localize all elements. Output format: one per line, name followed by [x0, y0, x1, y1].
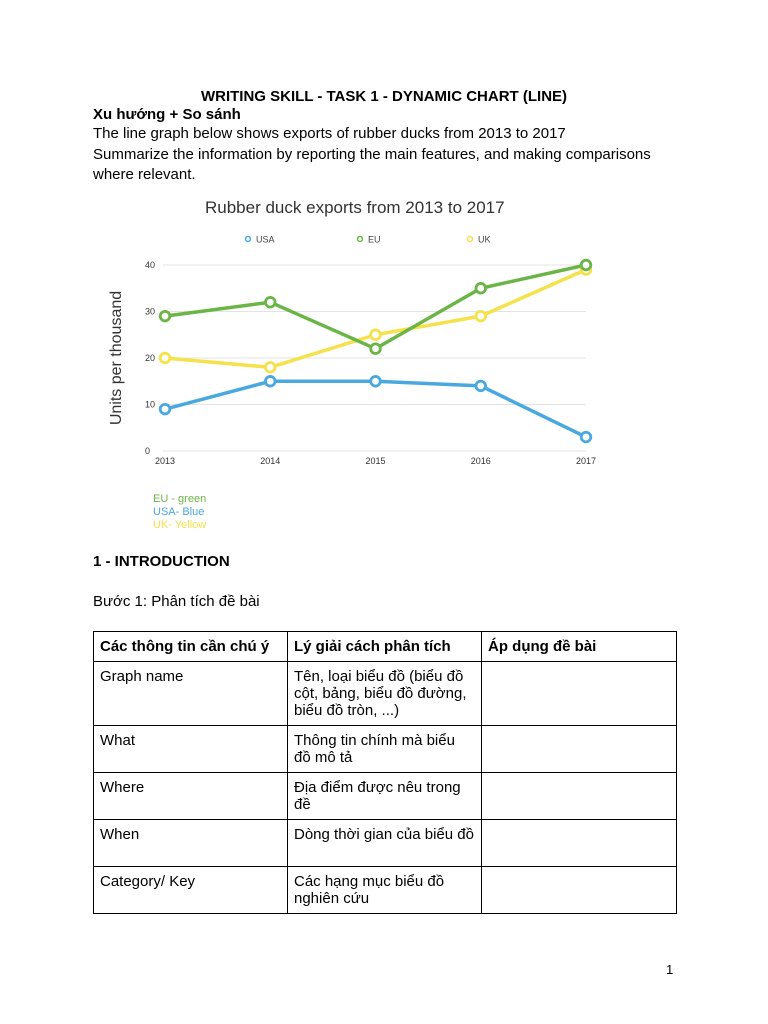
data-point-uk	[476, 311, 486, 321]
section-heading: 1 - INTRODUCTION	[93, 553, 230, 570]
series-line-usa	[165, 381, 586, 437]
data-point-usa	[265, 376, 275, 386]
y-tick-label: 20	[145, 353, 156, 363]
data-point-usa	[581, 432, 591, 442]
legend-label: UK	[478, 234, 491, 245]
table-cell: Các hạng mục biểu đồ nghiên cứu	[288, 867, 482, 914]
y-tick-label: 40	[145, 260, 156, 270]
table-cell	[482, 867, 677, 914]
data-point-eu	[581, 260, 591, 270]
color-note-uk: UK- Yellow	[153, 519, 207, 531]
table-cell	[482, 773, 677, 820]
table-row	[94, 820, 677, 867]
legend-label: EU	[368, 234, 381, 245]
legend-marker	[246, 237, 251, 242]
table-cell: Dòng thời gian của biểu đồ	[288, 820, 482, 867]
table-cell: Địa điểm được nêu trong đề	[288, 773, 482, 820]
table-cell: Tên, loại biểu đồ (biểu đồ cột, bảng, biểu đồ đường, biểu đồ tròn, ...)	[288, 662, 482, 726]
x-tick-label: 2013	[154, 456, 176, 466]
x-tick-label: 2014	[260, 456, 281, 466]
x-tick-label: 2015	[365, 456, 386, 466]
data-point-eu	[160, 311, 170, 321]
table-header-row	[94, 632, 677, 662]
table-cell: Graph name	[94, 662, 288, 726]
legend-marker	[358, 237, 363, 242]
table-row	[94, 773, 677, 820]
y-tick-label: 10	[145, 399, 156, 410]
y-tick-label: 0	[145, 446, 151, 456]
analysis-table	[93, 631, 677, 914]
data-point-uk	[160, 353, 170, 363]
data-point-uk	[371, 330, 381, 340]
table-row	[94, 662, 677, 726]
table-cell: What	[94, 726, 288, 773]
legend-marker	[468, 237, 473, 242]
table-header-cell: Lý giải cách phân tích	[288, 632, 482, 662]
data-point-usa	[160, 404, 170, 414]
data-point-eu	[265, 297, 275, 307]
table-cell	[482, 726, 677, 773]
x-tick-label: 2017	[575, 456, 597, 466]
table-cell: Category/ Key	[94, 867, 288, 914]
chart-title: Rubber duck exports from 2013 to 2017	[205, 198, 505, 217]
data-point-eu	[371, 344, 381, 354]
table-cell	[482, 662, 677, 726]
table-cell	[482, 820, 677, 867]
subtitle: Xu hướng + So sánh	[93, 106, 241, 123]
table-header-cell: Các thông tin cần chú ý	[94, 632, 288, 662]
y-tick-label: 30	[145, 306, 156, 317]
line-chart	[100, 188, 610, 488]
x-tick-label: 2016	[470, 456, 491, 466]
table-header-cell: Áp dụng đề bài	[482, 632, 677, 662]
legend-label: USA	[256, 234, 275, 245]
data-point-usa	[371, 376, 381, 386]
task-instruction: Summarize the information by reporting the main features, and making comparisons where relevant.	[93, 146, 651, 183]
table-cell: When	[94, 820, 288, 867]
table-cell: Where	[94, 773, 288, 820]
color-note-eu: EU - green	[153, 493, 207, 505]
step-text: Bước 1: Phân tích đề bài	[93, 593, 260, 610]
table-row	[94, 726, 677, 773]
y-axis-label: Units per thousand	[108, 290, 125, 426]
task-description: The line graph below shows exports of rubber ducks from 2013 to 2017	[93, 125, 566, 142]
page-number: 1	[666, 962, 674, 977]
data-point-uk	[265, 363, 275, 373]
table-cell: Thông tin chính mà biểu đồ mô tả	[288, 726, 482, 773]
data-point-usa	[476, 381, 486, 391]
page-title: WRITING SKILL - TASK 1 - DYNAMIC CHART (LINE)	[200, 88, 568, 105]
color-note-usa: USA- Blue	[153, 506, 205, 518]
data-point-eu	[476, 283, 486, 293]
table-row	[94, 867, 677, 914]
